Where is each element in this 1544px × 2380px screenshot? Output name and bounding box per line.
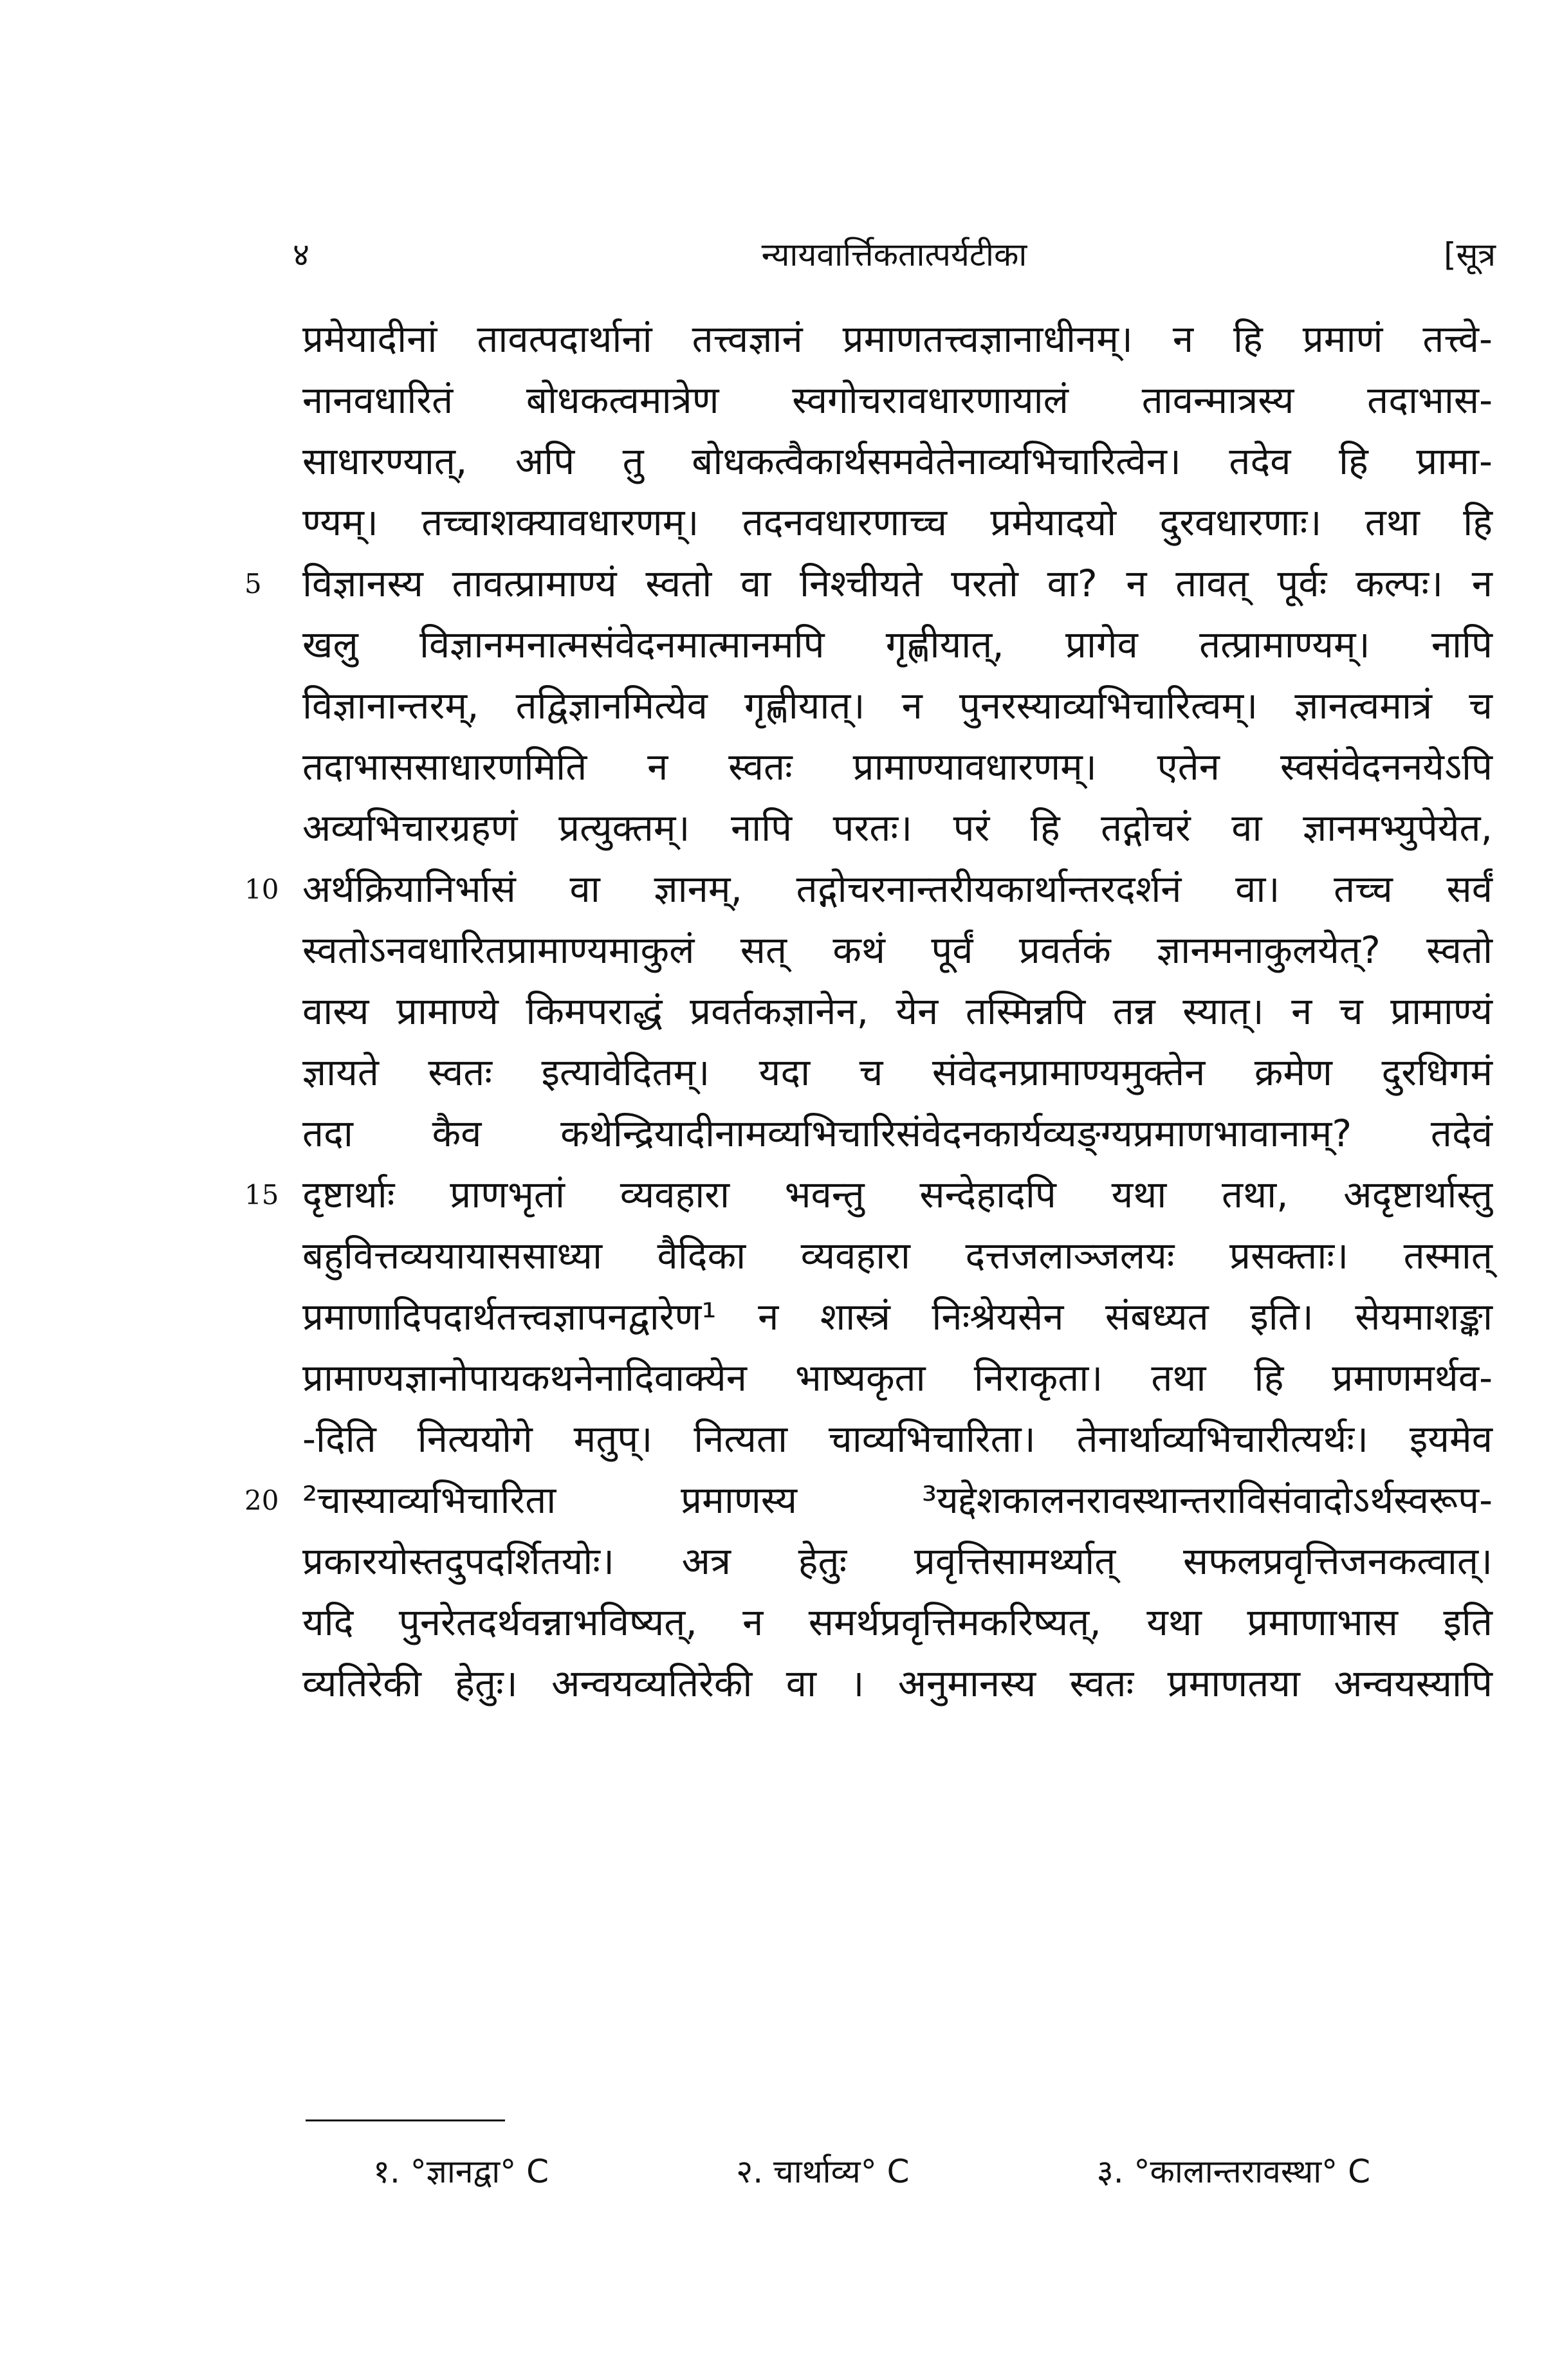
- text-line: [244, 553, 1493, 614]
- line-text: -दिति नित्ययोगे मतुप्। नित्यता चाव्यभिचारिता। तेनार्थाव्यभिचारीत्यर्थः। इयमेव: [302, 1417, 1493, 1461]
- line-text: बहुवित्तव्ययायाससाध्या वैदिका व्यवहारा दत्तजलाञ्जलयः प्रसक्ताः। तस्मात्: [302, 1234, 1493, 1277]
- section-mark: [सूत्र: [1444, 236, 1496, 273]
- line-text: ज्ञायते स्वतः इत्यावेदितम्। यदा च संवेदनप्रामाण्यमुक्तेन क्रमेण दुरधिगमं: [302, 1050, 1493, 1094]
- line-text: व्यतिरेकी हेतुः। अन्वयव्यतिरेकी वा । अनुमानस्य स्वतः प्रमाणतया अन्वयस्यापि: [302, 1661, 1493, 1705]
- text-line: [302, 1409, 1493, 1470]
- line-text: यदि पुनरेतदर्थवन्नाभविष्यत्, न समर्थप्रवृत्तिमकरिष्यत्, यथा प्रमाणाभास इति: [302, 1600, 1493, 1644]
- line-text: साधारण्यात्, अपि तु बोधकत्वैकार्थसमवेतेनाव्यभिचारित्वेन। तदेव हि प्रामा-: [302, 439, 1493, 483]
- text-line: [302, 675, 1493, 737]
- text-line: [302, 920, 1493, 981]
- line-number: 15: [244, 1179, 279, 1211]
- page-header: [293, 232, 1496, 283]
- line-number: 10: [244, 874, 279, 905]
- text-line: [302, 309, 1493, 370]
- footnote-3: ३. °कालान्तरावस्था° C: [1096, 2153, 1370, 2190]
- footnote-1: १. °ज्ञानद्वा° C: [373, 2153, 549, 2190]
- text-line: [244, 1164, 1493, 1225]
- line-text: विज्ञानस्य तावत्प्रामाण्यं स्वतो वा निश्चीयते परतो वा? न तावत् पूर्वः कल्पः। न: [302, 562, 1493, 605]
- line-text: नानवधारितं बोधकत्वमात्रेण स्वगोचरावधारणायालं तावन्मात्रस्य तदाभास-: [302, 378, 1493, 422]
- text-line: [302, 370, 1493, 431]
- line-number: 5: [244, 568, 262, 600]
- line-text: प्रमेयादीनां तावत्पदार्थानां तत्त्वज्ञानं प्रमाणतत्त्वज्ञानाधीनम्। न हि प्रमाणं तत्त्वे-: [302, 317, 1493, 361]
- text-line: [302, 1348, 1493, 1409]
- text-line: [302, 981, 1493, 1042]
- line-text: वास्य प्रामाण्ये किमपराद्धं प्रवर्तकज्ञानेन, येन तस्मिन्नपि तन्न स्यात्। न च प्रामाण्यं: [302, 989, 1493, 1033]
- text-line: [302, 1592, 1493, 1653]
- line-text: प्रमाणादिपदार्थतत्त्वज्ञापनद्वारेण¹ न शास्त्रं निःश्रेयसेन संबध्यत इति। सेयमाशङ्का: [302, 1295, 1493, 1339]
- text-line: [302, 1042, 1493, 1103]
- line-number: 20: [244, 1485, 279, 1516]
- text-line: [302, 492, 1493, 553]
- line-text: तदा कैव कथेन्द्रियादीनामव्यभिचारिसंवेदनकार्यव्यङ्ग्यप्रमाणभावानाम्? तदेवं: [302, 1112, 1493, 1155]
- line-text: ²चास्याव्यभिचारिता प्रमाणस्य ³यद्देशकालनरावस्थान्तराविसंवादोऽर्थस्वरूप-: [302, 1478, 1493, 1522]
- main-text-block: [244, 309, 1493, 1714]
- text-line: [244, 1470, 1493, 1531]
- line-text: खलु विज्ञानमनात्मसंवेदनमात्मानमपि गृह्णीयात्, प्रागेव तत्प्रामाण्यम्। नापि: [302, 623, 1493, 666]
- text-line: [302, 1225, 1493, 1286]
- text-line: [302, 1531, 1493, 1592]
- text-line: [302, 798, 1493, 859]
- text-line: [302, 1103, 1493, 1164]
- running-title: न्यायवार्त्तिकतात्पर्यटीका: [761, 236, 1027, 273]
- text-line: [244, 859, 1493, 920]
- text-line: [302, 1653, 1493, 1714]
- line-text: प्रकारयोस्तदुपदर्शितयोः। अत्र हेतुः प्रवृत्तिसामर्थ्यात् सफलप्रवृत्तिजनकत्वात्।: [302, 1539, 1493, 1583]
- line-text: प्रामाण्यज्ञानोपायकथनेनादिवाक्येन भाष्यकृता निराकृता। तथा हि प्रमाणमर्थव-: [302, 1356, 1493, 1400]
- line-text: अर्थक्रियानिर्भासं वा ज्ञानम्, तद्गोचरनान्तरीयकार्थान्तरदर्शनं वा। तच्च सर्वं: [302, 867, 1493, 911]
- line-text: अव्यभिचारग्रहणं प्रत्युक्तम्। नापि परतः। परं हि तद्गोचरं वा ज्ञानमभ्युपेयेत,: [302, 806, 1493, 850]
- line-text: विज्ञानान्तरम्, तद्विज्ञानमित्येव गृह्णीयात्। न पुनरस्याव्यभिचारित्वम्। ज्ञानत्वमात्रं च: [302, 684, 1493, 728]
- page-number: ४: [293, 236, 309, 273]
- footnote-2: २. चार्थाव्य° C: [736, 2153, 910, 2190]
- line-text: दृष्टार्थाः प्राणभृतां व्यवहारा भवन्तु सन्देहादपि यथा तथा, अदृष्टार्थास्तु: [302, 1173, 1493, 1216]
- line-text: ण्यम्। तच्चाशक्यावधारणम्। तदनवधारणाच्च प्रमेयादयो दुरवधारणाः। तथा हि: [302, 500, 1493, 544]
- text-line: [302, 737, 1493, 798]
- text-line: [302, 431, 1493, 492]
- text-line: [302, 1286, 1493, 1348]
- text-line: [302, 614, 1493, 675]
- footnote-divider: [306, 2119, 505, 2121]
- line-text: स्वतोऽनवधारितप्रामाण्यमाकुलं सत् कथं पूर्वं प्रवर्तकं ज्ञानमनाकुलयेत्? स्वतो: [302, 928, 1493, 972]
- line-text: तदाभाससाधारणमिति न स्वतः प्रामाण्यावधारणम्। एतेन स्वसंवेदननयेऽपि: [302, 745, 1493, 789]
- footnotes: [373, 2148, 1370, 2200]
